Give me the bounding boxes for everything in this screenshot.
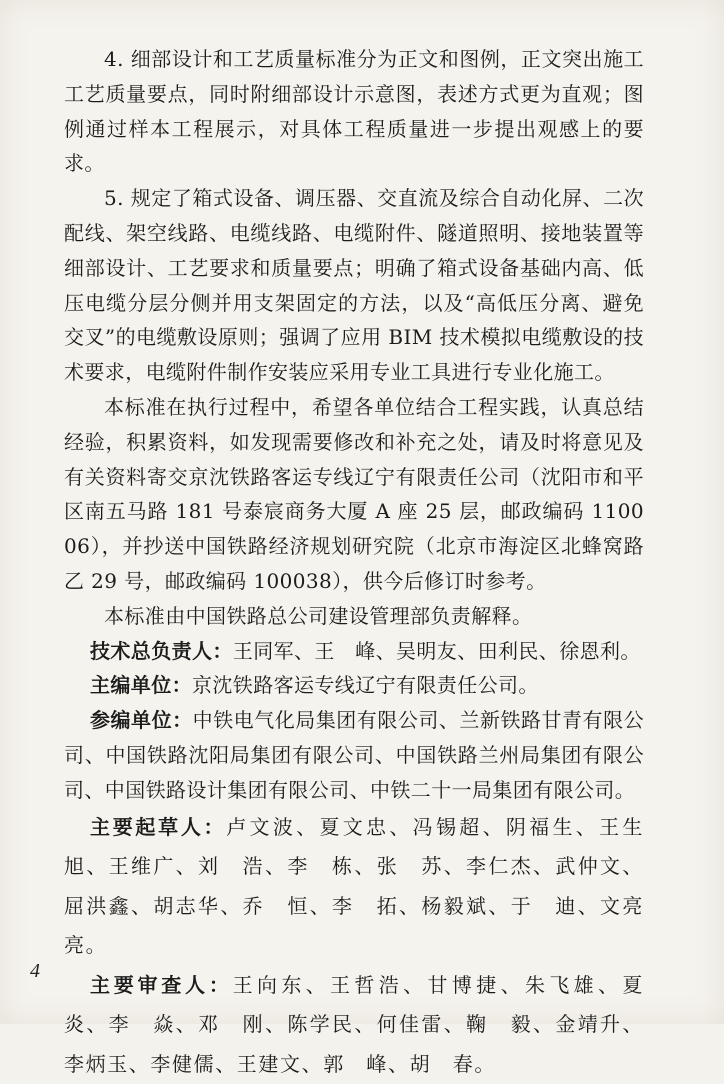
paragraph-interpretation: 本标准由中国铁路总公司建设管理部负责解释。 [104, 603, 533, 628]
credit-value: 王向东、王哲浩、甘博捷、朱飞雄、夏 炎、李 焱、邓 刚、陈学民、何佳雷、鞠 毅、金靖升、李炳玉、李健儒、王建文、郭 峰、胡 春。 [64, 972, 666, 1076]
credit-participating-units [64, 703, 644, 807]
credit-main-drafters [64, 808, 644, 966]
credit-label: 主要起草人： [90, 814, 227, 839]
credit-technical-lead [64, 634, 644, 669]
credit-value: 卢文波、夏文忠、冯锡超、阴福生、王生旭、王维广、刘 浩、李 栋、张 苏、李仁杰、武仲文、屈洪鑫、胡志华、乔 恒、李 拓、杨毅斌、于 迪、文亮亮。 [64, 814, 644, 958]
paragraph-item-5: 5. 规定了箱式设备、调压器、交直流及综合自动化屏、二次配线、架空线路、电缆线路、电缆附件、隧道照明、接地装置等细部设计、工艺要求和质量要点；明确了箱式设备基础内高、低压电缆分层分侧并用支架固定的方法，以及“高低压分离、避免交叉”的电缆敷设原则；强调了应用 BIM 技术模拟电缆敷设的技术要求，电缆附件制作安装应采用专业工具进行专业化施工。 [64, 186, 644, 385]
paragraph-item-4: 4. 细部设计和工艺质量标准分为正文和图例，正文突出施工工艺质量要点，同时附细部设计示意图，表述方式更为直观；图例通过样本工程展示，对具体工程质量进一步提出观感上的要求。 [64, 47, 644, 176]
credit-label: 主要审查人： [90, 972, 233, 997]
credit-label: 技术总负责人： [90, 638, 233, 663]
credit-main-reviewers [64, 966, 666, 1084]
page-number: 4 [30, 960, 40, 982]
credit-value: 京沈铁路客运专线辽宁有限责任公司。 [192, 673, 539, 698]
body-text [64, 42, 666, 1084]
credit-value: 中铁电气化局集团有限公司、兰新铁路甘青有限公司、中国铁路沈阳局集团有限公司、中国铁路兰州局集团有限公司、中国铁路设计集团有限公司、中铁二十一局集团有限公司。 [64, 708, 644, 802]
credit-label: 参编单位： [90, 708, 193, 733]
paragraph-feedback: 本标准在执行过程中，希望各单位结合工程实践，认真总结经验，积累资料，如发现需要修改和补充之处，请及时将意见及有关资料寄交京沈铁路客运专线辽宁有限责任公司（沈阳市和平区南五马路 181 号泰宸商务大厦 A 座 25 层，邮政编码 110006），并抄送中国铁路经济规划研究院（北京市海淀区北蜂窝路乙 29 号，邮政编码 100038），供今后修订时参考。 [64, 394, 644, 593]
credit-chief-editor-unit [64, 668, 644, 703]
credit-value: 王同军、王 峰、吴明友、田利民、徐恩利。 [232, 638, 641, 663]
credit-label: 主编单位： [90, 673, 192, 698]
